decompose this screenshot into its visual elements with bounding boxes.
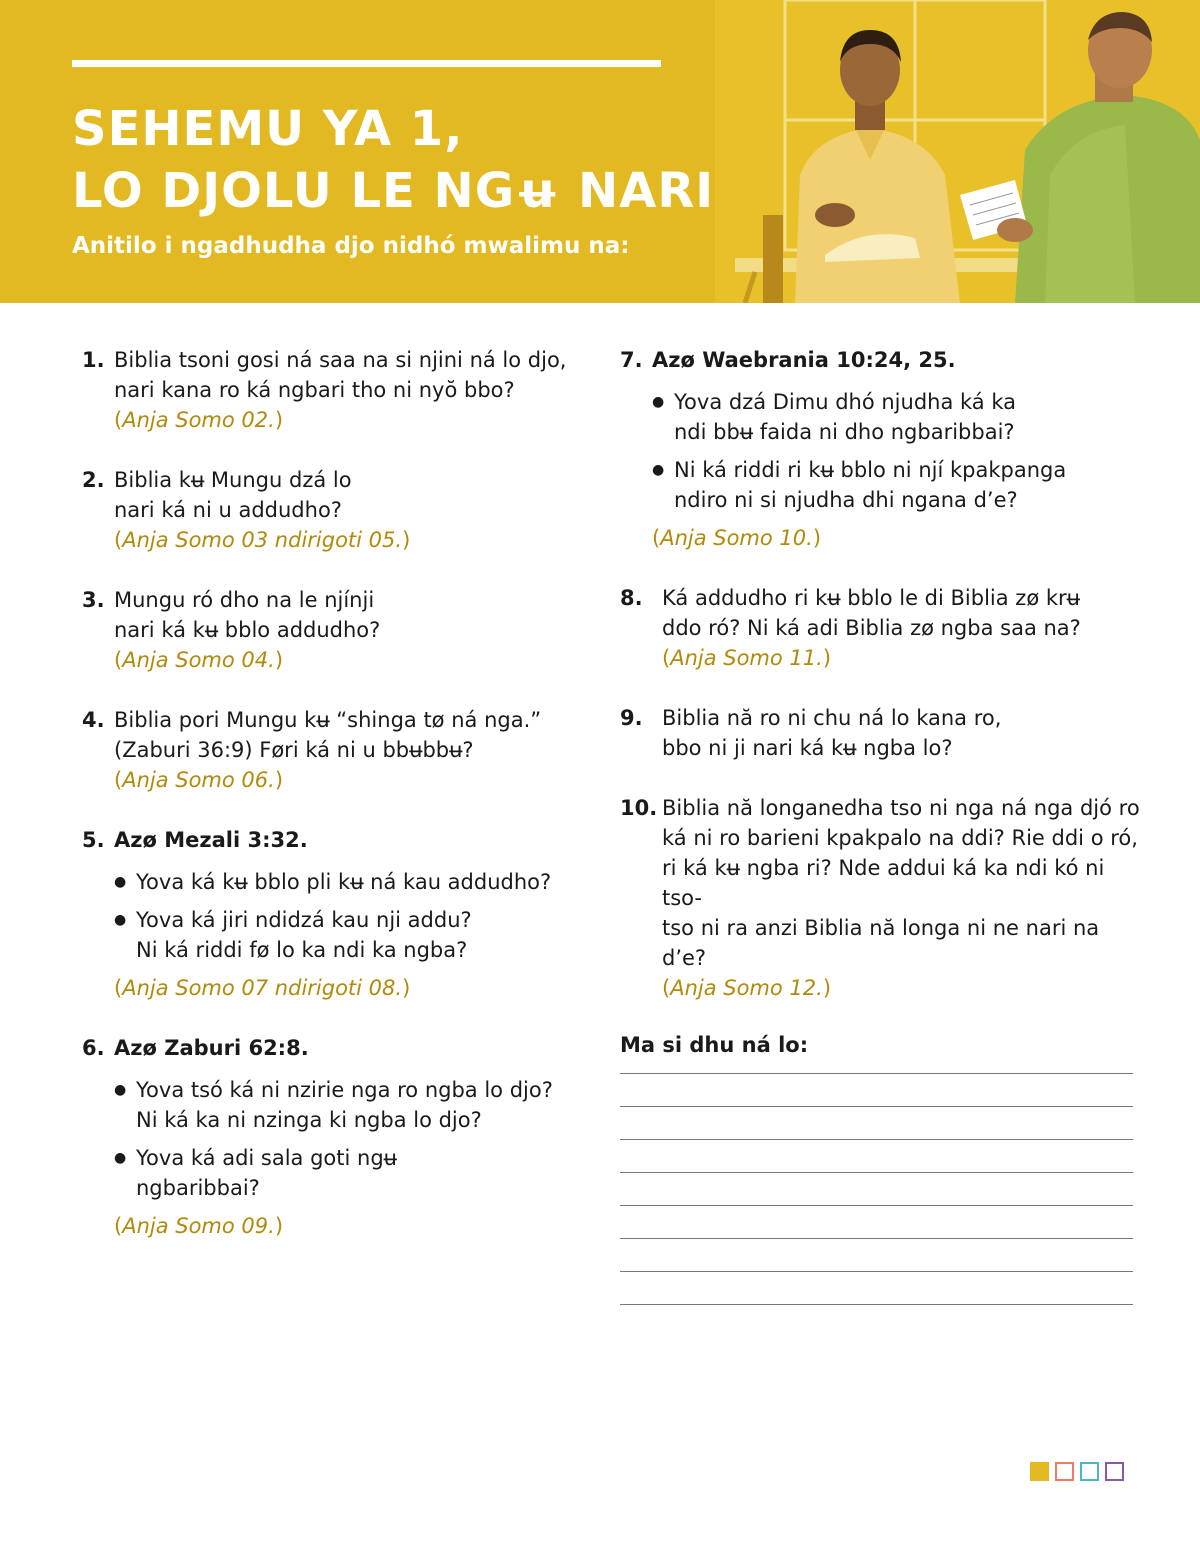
notes-label: Ma si dhu ná lo: — [620, 1033, 809, 1057]
question-3 — [82, 585, 582, 675]
question-text: ká ni ro barieni kpakpalo na ddi? Rie ddi o ró, — [662, 826, 1138, 850]
illustration-two-men-studying — [715, 0, 1200, 303]
scripture-heading: Azø Waebrania 10:24, 25. — [652, 348, 956, 372]
bullet-item: ● Yova dzá Dimu dhó njudha ká ka ndi bbʉ faida ni dho ngbaribbai? — [652, 387, 1140, 447]
question-text: Biblia nă ro ni chu ná lo kana ro, — [662, 706, 1002, 730]
question-10 — [620, 793, 1140, 1003]
decorative-squares — [1030, 1462, 1124, 1481]
bullet-item: ● Ni ká riddi ri kʉ bblo ni njí kpakpanga ndiro ni si njudha dhi ngana d’e? — [652, 455, 1140, 515]
scripture-heading: Azø Zaburi 62:8. — [114, 1036, 309, 1060]
question-number: 8. — [620, 586, 643, 610]
question-text: Mungu ró dho na le njínji — [114, 588, 375, 612]
question-text: ddo ró? Ni ká adi Biblia zø ngba saa na? — [662, 616, 1081, 640]
note-line[interactable] — [620, 1073, 1133, 1074]
question-4 — [82, 705, 582, 795]
question-1 — [82, 345, 582, 435]
right-column — [620, 345, 1140, 1337]
note-line[interactable] — [620, 1271, 1133, 1272]
title-line-2: LO DJOLU LE NGʉ NARI — [72, 163, 715, 219]
note-line[interactable] — [620, 1139, 1133, 1140]
square-filled-icon — [1030, 1462, 1049, 1481]
question-number: 2. — [82, 468, 105, 492]
bullet-item: ● Yova ká adi sala goti ngʉ ngbaribbai? — [114, 1143, 582, 1203]
square-outline-icon — [1105, 1462, 1124, 1481]
question-7 — [620, 345, 1140, 553]
question-9 — [620, 703, 1140, 763]
note-line[interactable] — [620, 1238, 1133, 1239]
lesson-reference: (Anja Somo 06.) — [114, 768, 284, 792]
lesson-reference: (Anja Somo 10.) — [652, 526, 822, 550]
question-number: 5. — [82, 828, 105, 852]
question-number: 1. — [82, 348, 105, 372]
note-line[interactable] — [620, 1106, 1133, 1107]
bullet-item: ● Yova ká jiri ndidzá kau nji addu? Ni ká riddi fø lo ka ndi ka ngba? — [114, 905, 582, 965]
question-text: ri ká kʉ ngba ri? Nde addui ká ka ndi kó ni tso- — [662, 856, 1105, 910]
lesson-reference: (Anja Somo 02.) — [114, 408, 284, 432]
question-number: 9. — [620, 706, 643, 730]
question-5 — [82, 825, 582, 1003]
question-text: Biblia pori Mungu kʉ “shinga tø ná nga.” — [114, 708, 542, 732]
bullet-item: ● Yova ká kʉ bblo pli kʉ ná kau addudho? — [114, 867, 582, 897]
square-outline-icon — [1055, 1462, 1074, 1481]
question-8 — [620, 583, 1140, 673]
header-banner — [0, 0, 1200, 303]
title-line-1: SEHEMU YA 1, — [72, 101, 464, 157]
question-2 — [82, 465, 582, 555]
question-6 — [82, 1033, 582, 1241]
question-text: bbo ni ji nari ká kʉ ngba lo? — [662, 736, 953, 760]
question-text: Biblia kʉ Mungu dzá lo — [114, 468, 352, 492]
note-line[interactable] — [620, 1205, 1133, 1206]
note-line[interactable] — [620, 1304, 1133, 1305]
question-text: Biblia tsoni gosi ná saa na si njini ná lo djo, — [114, 348, 567, 372]
page-subtitle: Anitilo i ngadhudha djo nidhó mwalimu na: — [72, 233, 630, 259]
question-text: tso ni ra anzi Biblia nă longa ni ne nari na d’e? — [662, 916, 1100, 970]
square-outline-icon — [1080, 1462, 1099, 1481]
lesson-reference: (Anja Somo 04.) — [114, 648, 284, 672]
question-text: nari ká kʉ bblo addudho? — [114, 618, 381, 642]
question-number: 4. — [82, 708, 105, 732]
lesson-reference: (Anja Somo 12.) — [662, 976, 832, 1000]
bullet-list — [114, 1075, 582, 1203]
note-line[interactable] — [620, 1172, 1133, 1173]
question-text: Biblia nă longanedha tso ni nga ná nga djó ro — [662, 796, 1140, 820]
lesson-reference: (Anja Somo 03 ndirigoti 05.) — [114, 528, 411, 552]
question-text: nari ká ni u addudho? — [114, 498, 342, 522]
lesson-reference: (Anja Somo 07 ndirigoti 08.) — [114, 976, 411, 1000]
question-text: (Zaburi 36:9) Føri ká ni u bbʉbbʉ? — [114, 738, 474, 762]
lesson-reference: (Anja Somo 11.) — [662, 646, 832, 670]
bullet-list — [114, 867, 582, 965]
question-number: 7. — [620, 348, 643, 372]
lesson-reference: (Anja Somo 09.) — [114, 1214, 284, 1238]
notes-lines[interactable] — [620, 1073, 1140, 1305]
question-number: 3. — [82, 588, 105, 612]
question-number: 6. — [82, 1036, 105, 1060]
scripture-heading: Azø Mezali 3:32. — [114, 828, 308, 852]
question-text: Ká addudho ri kʉ bblo le di Biblia zø krʉ — [662, 586, 1080, 610]
page-title — [72, 98, 714, 222]
header-rule — [72, 60, 661, 67]
left-column — [82, 345, 582, 1271]
bullet-list — [652, 387, 1140, 515]
bullet-item: ● Yova tsó ká ni nzirie nga ro ngba lo djo? Ni ká ka ni nzinga ki ngba lo djo? — [114, 1075, 582, 1135]
question-text: nari kana ro ká ngbari tho ni nyŏ bbo? — [114, 378, 515, 402]
question-number: 10. — [620, 796, 658, 820]
